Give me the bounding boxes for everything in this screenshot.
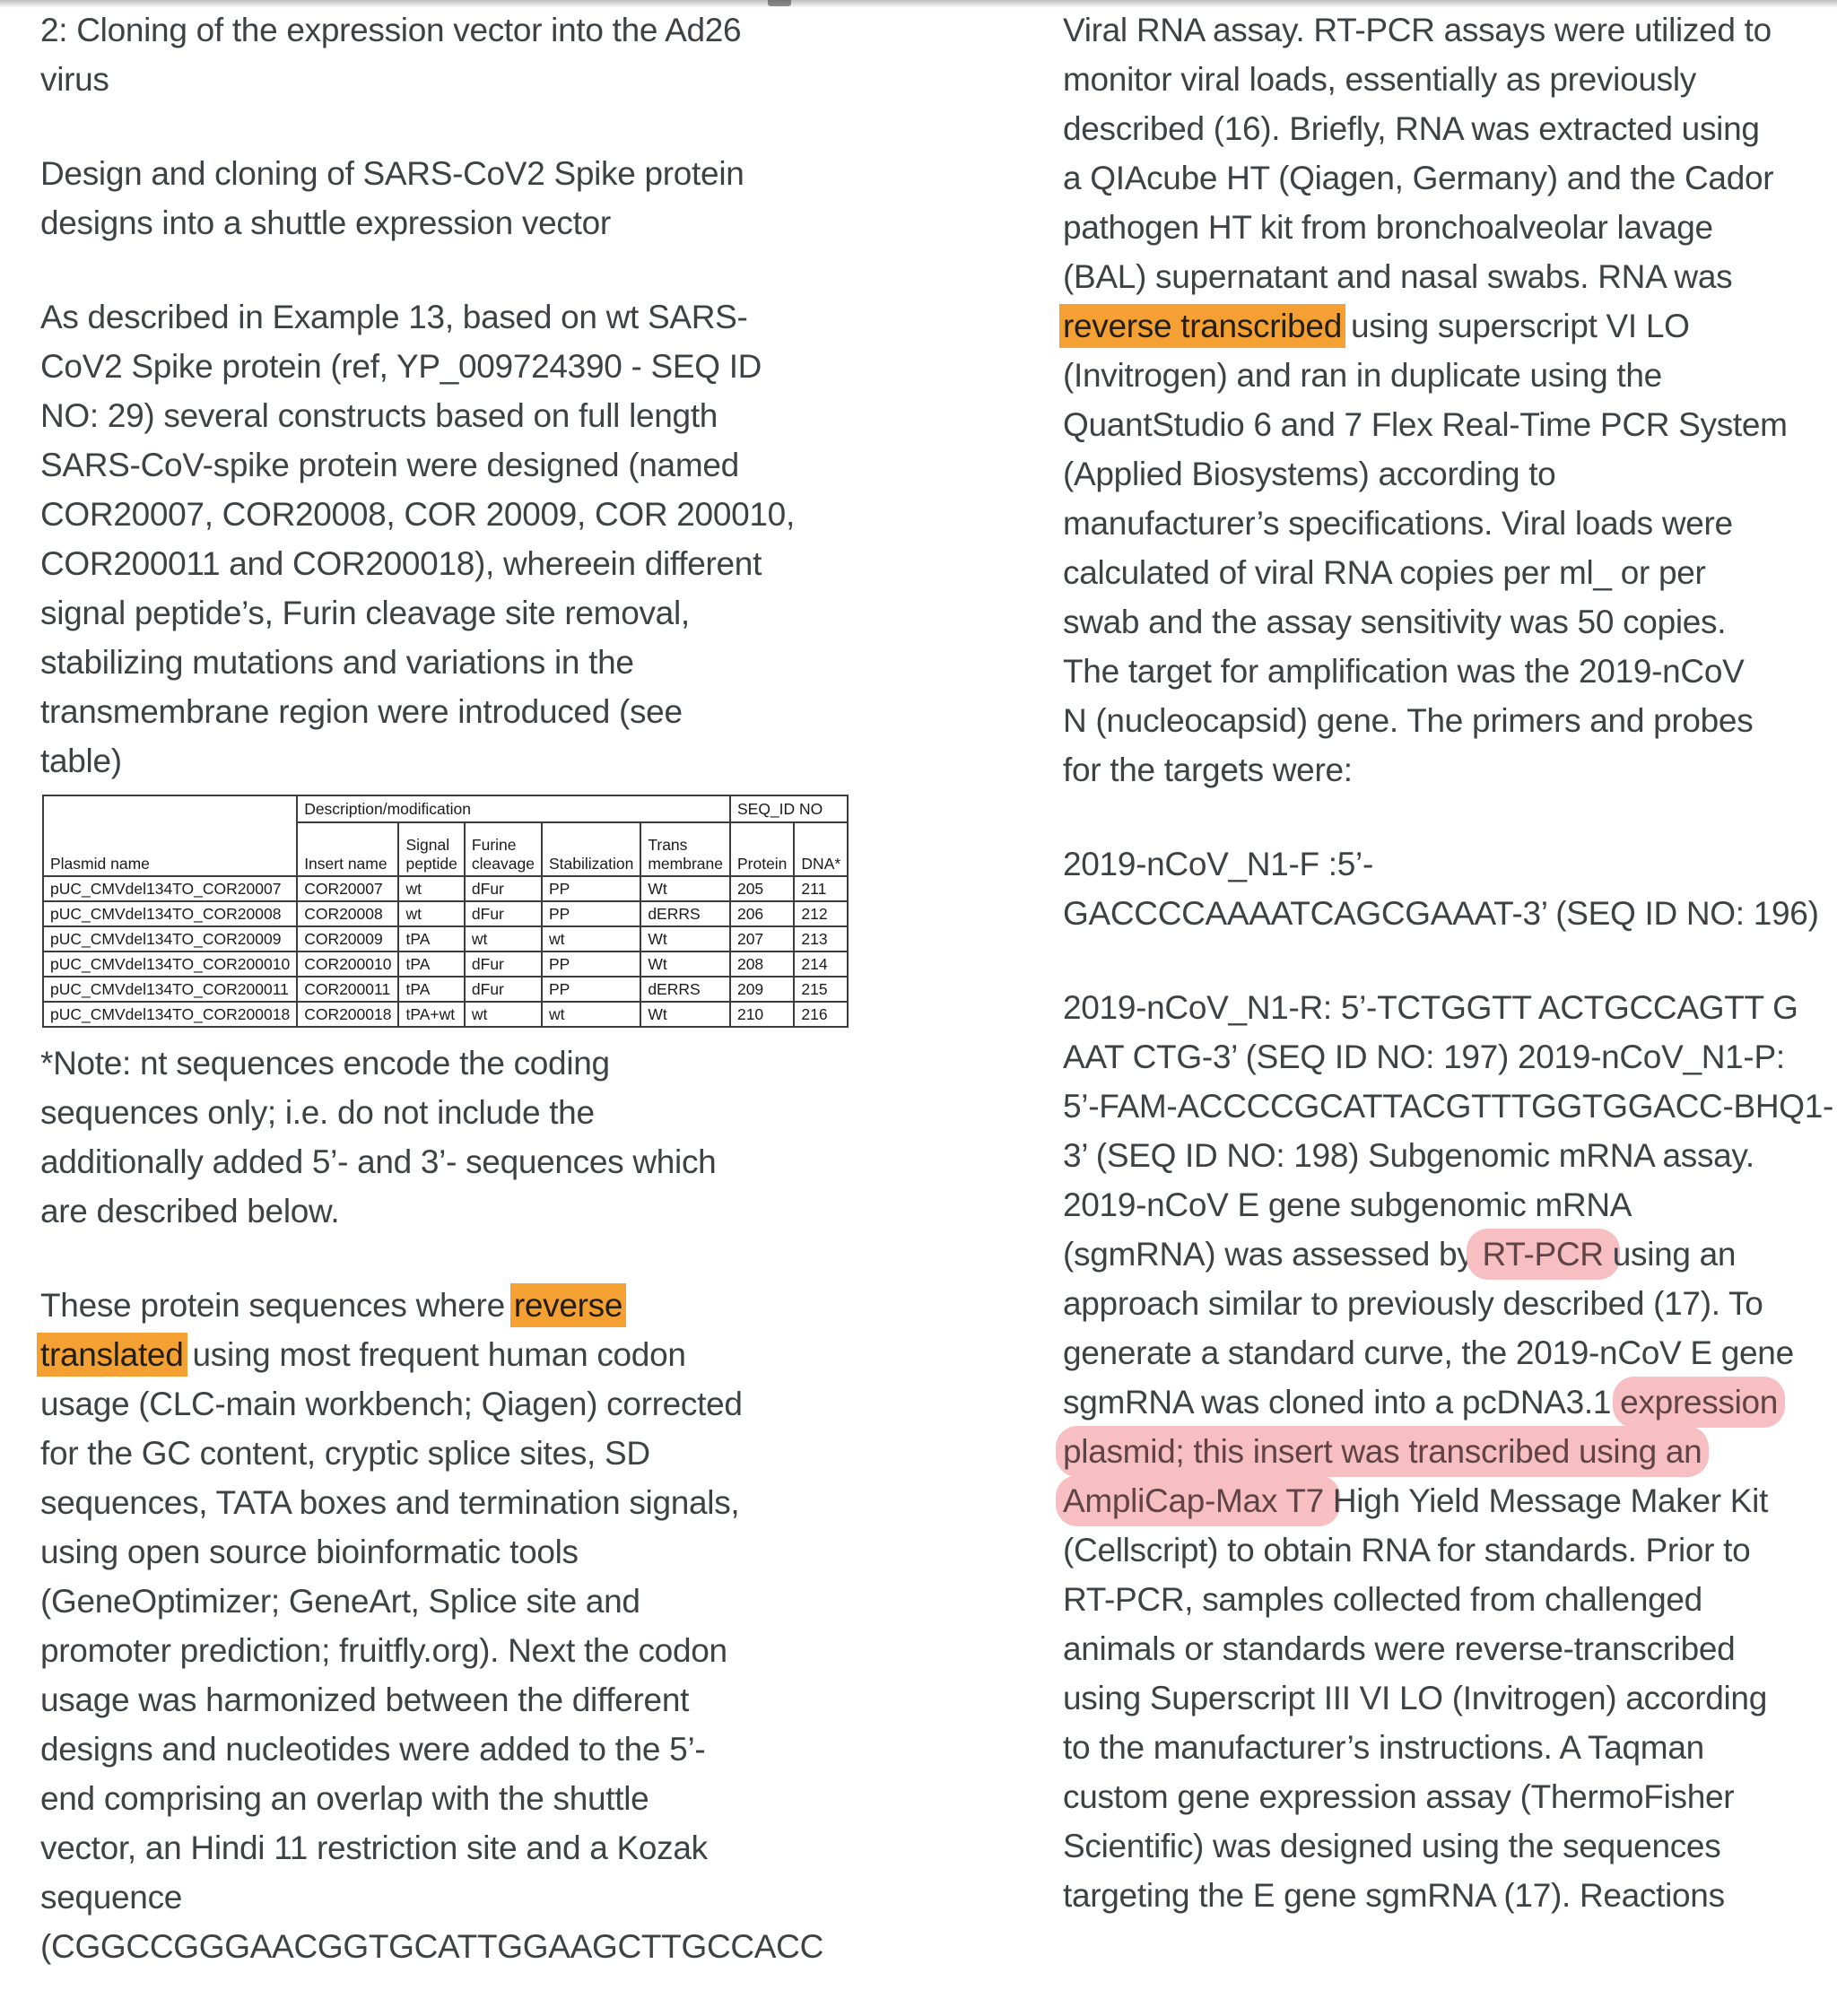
text-line (1063, 499, 1821, 548)
text-segment: (GeneOptimizer; GeneArt, Splice site and (40, 1583, 640, 1620)
pink-marker-highlight-text: expression (1620, 1384, 1779, 1421)
text-line (1063, 1871, 1821, 1920)
text-line (1063, 983, 1821, 1032)
text-segment: to the manufacturer’s instructions. A Taqman (1063, 1729, 1704, 1766)
text-line (1063, 597, 1821, 647)
table-row (43, 926, 848, 952)
table-cell: COR200010 (297, 952, 398, 977)
text-segment: a QIAcube HT (Qiagen, Germany) and the Cador (1063, 160, 1774, 196)
table-cell: wt (542, 926, 640, 952)
text-line (40, 149, 787, 198)
text-segment: 5’-FAM-ACCCCGCATTACGTTTGGTGGACC-BHQ1- (1063, 1088, 1834, 1125)
text-segment: custom gene expression assay (ThermoFisher (1063, 1778, 1735, 1815)
text-segment: 3’ (SEQ ID NO: 198) Subgenomic mRNA assay. (1063, 1137, 1754, 1174)
table-cell: pUC_CMVdel134TO_COR20008 (43, 901, 297, 926)
text-segment: are described below. (40, 1193, 340, 1230)
table-cell: pUC_CMVdel134TO_COR20007 (43, 876, 297, 901)
text-segment: approach similar to previously described (17). To (1063, 1285, 1763, 1322)
text-segment: sgmRNA was cloned into a pcDNA3.1 (1063, 1384, 1621, 1421)
text-line (1063, 1525, 1821, 1575)
text-line (1063, 548, 1821, 597)
table-cell: PP (542, 901, 640, 926)
text-segment: 2019-nCoV_N1-R: 5’-TCTGGTT ACTGCCAGTT G (1063, 989, 1798, 1026)
text-segment: using Superscript III VI LO (Invitrogen) according (1063, 1680, 1767, 1716)
text-segment: for the GC content, cryptic splice sites, SD (40, 1435, 650, 1472)
text-segment: for the targets were: (1063, 752, 1353, 788)
table-cell: dFur (465, 977, 542, 1002)
right-text-column (1063, 5, 1834, 1965)
text-line (40, 1626, 787, 1675)
table-cell: Wt (640, 1002, 730, 1027)
text-line (1063, 252, 1821, 301)
table-cell: wt (465, 1002, 542, 1027)
pink-marker-highlight-text: RT-PCR (1473, 1236, 1613, 1273)
table-group-header-row (43, 795, 848, 822)
text-line (40, 342, 787, 391)
text-segment: using an (1612, 1236, 1737, 1273)
table-cell: tPA (398, 926, 464, 952)
text-line (1063, 1427, 1821, 1476)
text-segment: pathogen HT kit from bronchoalveolar lavage (1063, 209, 1713, 246)
paragraph (40, 1038, 787, 1236)
text-segment: signal peptide’s, Furin cleavage site removal, (40, 595, 690, 631)
text-segment: vector, an Hindi 11 restriction site and a Kozak (40, 1829, 708, 1866)
text-line (1063, 203, 1821, 252)
text-line (40, 736, 787, 786)
text-segment: Viral RNA assay. RT-PCR assays were utilized to (1063, 12, 1772, 48)
paragraph (40, 292, 795, 786)
table-cell: tPA (398, 952, 464, 977)
table-header-cell: Insert name (297, 822, 398, 876)
table-cell: dFur (465, 901, 542, 926)
table-cell: 209 (730, 977, 794, 1002)
table-row (43, 876, 848, 901)
text-segment: 2019-nCoV_N1-F :5’- (1063, 846, 1373, 882)
text-line (40, 588, 787, 638)
text-line (1063, 301, 1821, 351)
text-line (40, 638, 787, 687)
table-cell: pUC_CMVdel134TO_COR200010 (43, 952, 297, 977)
text-segment: (CGGCCGGGAACGGTGCATTGGAAGCTTGCCACC (40, 1928, 824, 1965)
text-line (1063, 1476, 1821, 1525)
text-line (1063, 647, 1821, 696)
table-header-cell: Furine cleavage (465, 822, 542, 876)
text-line (1063, 1377, 1821, 1427)
text-segment: High Yield Message Maker Kit (1332, 1482, 1769, 1519)
text-segment: sequence (40, 1879, 183, 1916)
text-segment: 2: Cloning of the expression vector into the Ad26 (40, 12, 742, 48)
table-cell: 212 (794, 901, 848, 926)
text-line (1063, 153, 1821, 203)
text-segment: described (16). Briefly, RNA was extracted using (1063, 110, 1760, 147)
table-cell: COR20008 (297, 901, 398, 926)
text-segment: GACCCCAAAATCAGCGAAAT-3’ (SEQ ID NO: 196) (1063, 895, 1819, 932)
text-line (40, 1873, 787, 1922)
table-cell: 205 (730, 876, 794, 901)
text-line (40, 1527, 787, 1577)
table-cell: 213 (794, 926, 848, 952)
text-line (40, 198, 787, 248)
table-cell: pUC_CMVdel134TO_COR200018 (43, 1002, 297, 1027)
paragraph (1063, 5, 1821, 795)
text-segment: Design and cloning of SARS-CoV2 Spike protein (40, 155, 744, 192)
table-cell: 206 (730, 901, 794, 926)
plasmid-name-header: Plasmid name (43, 795, 297, 876)
text-line (40, 1823, 787, 1873)
text-line (40, 5, 787, 55)
orange-highlight-text: translated (40, 1336, 184, 1373)
text-line (40, 440, 787, 490)
text-line (1063, 1821, 1821, 1871)
text-segment: stabilizing mutations and variations in the (40, 644, 634, 681)
table-cell: PP (542, 876, 640, 901)
text-line (40, 1330, 787, 1379)
text-segment: AAT CTG-3’ (SEQ ID NO: 197) 2019-nCoV_N1-P: (1063, 1038, 1785, 1075)
text-segment: using superscript VI LO (1342, 308, 1690, 344)
table-cell: dFur (465, 952, 542, 977)
text-segment: *Note: nt sequences encode the coding (40, 1045, 610, 1082)
text-line (1063, 1624, 1821, 1673)
description-group-header: Description/modification (297, 795, 730, 822)
text-line (1063, 400, 1821, 449)
table-cell: pUC_CMVdel134TO_COR20009 (43, 926, 297, 952)
text-segment: generate a standard curve, the 2019-nCoV E gene (1063, 1334, 1794, 1371)
text-line (40, 1137, 787, 1186)
table-cell: PP (542, 977, 640, 1002)
text-segment: RT-PCR, samples collected from challenged (1063, 1581, 1702, 1618)
text-segment: NO: 29) several constructs based on full length (40, 397, 718, 434)
text-line (1063, 1082, 1834, 1131)
orange-highlight-text: reverse transcribed (1063, 308, 1342, 344)
table-cell: PP (542, 952, 640, 977)
text-line (40, 1038, 787, 1088)
text-line (1063, 104, 1821, 153)
table-cell: 214 (794, 952, 848, 977)
table-header-cell: Signal peptide (398, 822, 464, 876)
table-cell: 216 (794, 1002, 848, 1027)
text-segment: QuantStudio 6 and 7 Flex Real-Time PCR System (1063, 406, 1788, 443)
pink-marker-highlight-text: AmpliCap-Max T7 (1063, 1482, 1333, 1519)
text-segment: (BAL) supernatant and nasal swabs. RNA was (1063, 258, 1733, 295)
text-line (1063, 5, 1821, 55)
table-cell: tPA+wt (398, 1002, 464, 1027)
text-segment: 2019-nCoV E gene subgenomic mRNA (1063, 1186, 1632, 1223)
text-segment: designs and nucleotides were added to the 5’- (40, 1731, 706, 1768)
text-line (1063, 1723, 1821, 1772)
text-line (1063, 889, 1821, 938)
table-cell: Wt (640, 876, 730, 901)
table-cell: wt (398, 901, 464, 926)
text-line (1063, 1180, 1821, 1230)
text-segment: CoV2 Spike protein (ref, YP_009724390 - SEQ ID (40, 348, 762, 385)
pink-marker-highlight-text: plasmid; this insert was transcribed using an (1063, 1433, 1702, 1470)
text-segment: designs into a shuttle expression vector (40, 204, 611, 241)
table-header-cell: DNA* (794, 822, 848, 876)
text-line (40, 1725, 787, 1774)
text-segment: As described in Example 13, based on wt SARS- (40, 299, 748, 335)
table-row (43, 952, 848, 977)
text-segment: table) (40, 743, 122, 779)
paragraph (40, 149, 787, 248)
seq-id-group-header: SEQ_ID NO (730, 795, 848, 822)
text-segment: SARS-CoV-spike protein were designed (named (40, 447, 739, 483)
table-cell: COR20009 (297, 926, 398, 952)
table-cell: pUC_CMVdel134TO_COR200011 (43, 977, 297, 1002)
text-segment: sequences, TATA boxes and termination signals, (40, 1484, 740, 1521)
text-line (40, 1478, 787, 1527)
table-cell: 215 (794, 977, 848, 1002)
text-segment: (Applied Biosystems) according to (1063, 456, 1556, 492)
paragraph (40, 1281, 824, 1971)
text-line (40, 490, 795, 539)
text-line (40, 1281, 787, 1330)
table-cell: tPA (398, 977, 464, 1002)
table-cell: COR200018 (297, 1002, 398, 1027)
table-cell: dERRS (640, 977, 730, 1002)
text-line (1063, 1131, 1821, 1180)
text-segment: (sgmRNA) was assessed by (1063, 1236, 1474, 1273)
text-segment: These protein sequences where (40, 1287, 514, 1324)
text-segment: animals or standards were reverse-transcribed (1063, 1630, 1736, 1667)
text-line (1063, 1772, 1821, 1821)
text-segment: sequences only; i.e. do not include the (40, 1094, 595, 1131)
table-cell: 207 (730, 926, 794, 952)
table-cell: Wt (640, 926, 730, 952)
text-segment: calculated of viral RNA copies per ml_ or per (1063, 554, 1706, 591)
table-cell: Wt (640, 952, 730, 977)
text-line (1063, 449, 1821, 499)
text-line (40, 55, 787, 104)
text-line (40, 687, 787, 736)
table-header-cell: Trans membrane (640, 822, 730, 876)
text-segment: (Cellscript) to obtain RNA for standards. Prior to (1063, 1532, 1751, 1568)
table-header-cell: Stabilization (542, 822, 640, 876)
paragraph (1063, 983, 1834, 1920)
text-line (1063, 1673, 1821, 1723)
table-head (43, 795, 848, 876)
table-row (43, 977, 848, 1002)
text-line (1063, 351, 1821, 400)
text-line (1063, 1230, 1821, 1279)
paragraph (1063, 839, 1821, 938)
table-cell: COR200011 (297, 977, 398, 1002)
text-line (1063, 1328, 1821, 1377)
text-line (1063, 1575, 1821, 1624)
text-line (40, 539, 787, 588)
text-segment: COR200011 and COR200018), whereein different (40, 545, 762, 582)
text-segment: COR20007, COR20008, COR 20009, COR 200010, (40, 496, 795, 533)
text-line (40, 1675, 787, 1725)
text-segment: Scientific) was designed using the sequences (1063, 1828, 1721, 1864)
text-segment: additionally added 5’- and 3’- sequences which (40, 1143, 717, 1180)
text-line (1063, 1032, 1821, 1082)
table-cell: wt (398, 876, 464, 901)
text-segment: monitor viral loads, essentially as previously (1063, 61, 1696, 98)
text-line (40, 292, 787, 342)
text-line (40, 1186, 787, 1236)
text-segment: end comprising an overlap with the shuttle (40, 1780, 649, 1817)
text-line (40, 1088, 787, 1137)
text-line (40, 1429, 787, 1478)
text-line (40, 391, 787, 440)
text-line (40, 1774, 787, 1823)
text-segment: usage was harmonized between the different (40, 1681, 690, 1718)
table-cell: dFur (465, 876, 542, 901)
table-cell: dERRS (640, 901, 730, 926)
text-line (1063, 55, 1821, 104)
table-header-cell: Protein (730, 822, 794, 876)
table-cell: 210 (730, 1002, 794, 1027)
text-line (40, 1379, 787, 1429)
text-segment: swab and the assay sensitivity was 50 copies. (1063, 604, 1727, 640)
text-segment: usage (CLC-main workbench; Qiagen) corrected (40, 1386, 743, 1422)
text-line (1063, 1279, 1821, 1328)
text-segment: virus (40, 61, 109, 98)
table-body (43, 876, 848, 1027)
table-cell: wt (542, 1002, 640, 1027)
text-line (1063, 839, 1821, 889)
text-segment: promoter prediction; fruitfly.org). Next the codon (40, 1632, 727, 1669)
constructs-table (42, 795, 849, 1028)
table-cell: wt (465, 926, 542, 952)
text-segment: using open source bioinformatic tools (40, 1534, 579, 1570)
text-line (1063, 745, 1821, 795)
left-text-column (40, 5, 841, 2016)
text-line (40, 1577, 787, 1626)
table-cell: 208 (730, 952, 794, 977)
table-cell: 211 (794, 876, 848, 901)
text-segment: targeting the E gene sgmRNA (17). Reactions (1063, 1877, 1725, 1914)
text-segment: The target for amplification was the 2019-nCoV (1063, 653, 1745, 690)
text-segment: manufacturer’s specifications. Viral loads were (1063, 505, 1733, 542)
text-segment: using most frequent human codon (183, 1336, 686, 1373)
text-line (1063, 696, 1821, 745)
orange-highlight-text: reverse (513, 1287, 623, 1324)
text-segment: transmembrane region were introduced (see (40, 693, 683, 730)
table-row (43, 1002, 848, 1027)
table-row (43, 901, 848, 926)
text-segment: N (nucleocapsid) gene. The primers and probes (1063, 702, 1754, 739)
paragraph (40, 5, 787, 104)
table-cell: COR20007 (297, 876, 398, 901)
text-segment: (Invitrogen) and ran in duplicate using the (1063, 357, 1662, 394)
